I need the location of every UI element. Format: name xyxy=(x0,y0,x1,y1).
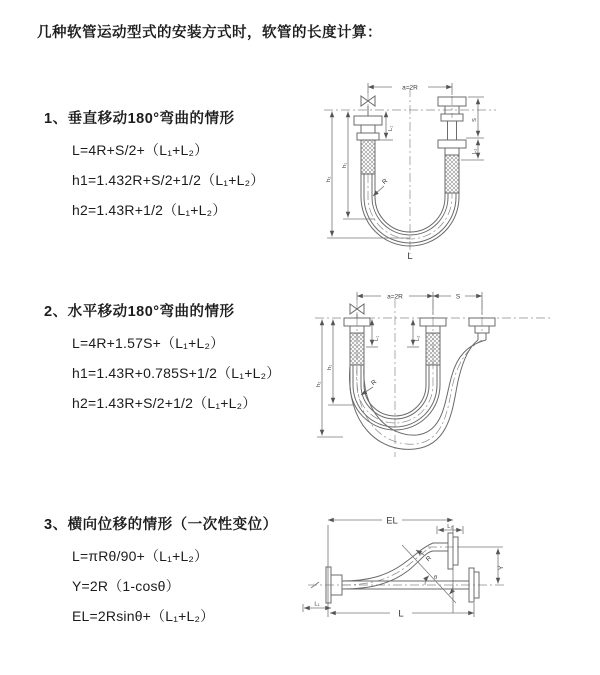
dim-label-h1: h₁ xyxy=(342,162,348,168)
flange-fitting xyxy=(354,116,382,125)
section-3-formulas xyxy=(72,541,278,631)
dim-label-l2: L₂ xyxy=(472,148,478,154)
dim-label-h2: h₂ xyxy=(326,176,332,182)
formula-L: L=πRθ/90+（L₁+L₂） xyxy=(72,548,209,564)
braided-hose-section xyxy=(361,140,375,174)
dim-label-theta: θ xyxy=(434,575,438,581)
dim-label-s: S xyxy=(455,293,461,301)
pipe-segment xyxy=(478,333,486,340)
dim-label-a2r: a=2R xyxy=(387,293,403,301)
diagram-vertical-180-bend xyxy=(300,70,590,265)
braided-hose-section xyxy=(426,333,440,365)
section-2-formulas xyxy=(72,328,280,418)
section-3-heading: 3、横向位移的情形（一次性变位） xyxy=(44,517,278,533)
formula-EL: EL=2Rsinθ+（L₁+L₂） xyxy=(72,608,215,624)
dim-label-r: R xyxy=(424,554,434,564)
flange-fitting xyxy=(361,125,375,133)
dim-label-h2: h₂ xyxy=(316,381,322,387)
dim-label-s: S xyxy=(472,118,478,122)
section-vertical-movement xyxy=(44,108,264,225)
dimensions xyxy=(303,516,505,620)
centerlines xyxy=(324,88,496,254)
dim-label-l1: L₁ xyxy=(388,125,394,131)
flange-fitting xyxy=(357,133,379,140)
centerlines xyxy=(315,299,553,457)
centerlines xyxy=(308,547,505,588)
formula-h2: h2=1.43R+S/2+1/2（L₁+L₂） xyxy=(72,395,257,411)
dim-label-y: Y xyxy=(498,565,505,570)
formula-h1: h1=1.432R+S/2+1/2（L₁+L₂） xyxy=(72,172,265,188)
diagram-lateral-displacement xyxy=(290,505,600,655)
dim-label-l1: L₁ xyxy=(374,335,380,341)
section-2-heading: 2、水平移动180°弯曲的情形 xyxy=(44,304,235,320)
dim-label-r: R xyxy=(369,378,379,388)
section-lateral-displacement xyxy=(44,514,278,631)
hose-s-curve-displaced xyxy=(342,543,433,589)
flange-fitting xyxy=(445,148,459,155)
dim-label-el: EL xyxy=(386,515,398,527)
section-horizontal-movement xyxy=(44,301,280,418)
flange-fitting xyxy=(448,533,453,569)
flange-fitting xyxy=(438,140,466,148)
diagram-horizontal-180-bend xyxy=(295,285,600,467)
dim-label-l-total: L xyxy=(407,251,413,262)
pipe-segment xyxy=(448,121,457,140)
braided-hose-section xyxy=(350,333,364,365)
piping xyxy=(326,533,479,603)
hose-u-bend-displaced xyxy=(350,340,486,449)
dim-label-l2: L₂ xyxy=(447,524,453,530)
flange-fitting xyxy=(453,537,458,565)
formula-L: L=4R+S/2+（L₁+L₂） xyxy=(72,142,209,158)
dim-label-l-total: L xyxy=(398,608,404,620)
piping xyxy=(344,304,495,449)
dim-label-l1: L₁ xyxy=(314,601,320,608)
formula-Y: Y=2R（1-cosθ） xyxy=(72,578,180,594)
dim-label-h1: h₁ xyxy=(327,364,333,370)
dim-label-l2: L₂ xyxy=(415,335,421,341)
dim-label-r: R xyxy=(380,177,390,187)
braided-hose-section xyxy=(445,155,459,193)
section-1-formulas xyxy=(72,135,264,225)
formula-L: L=4R+1.57S+（L₁+L₂） xyxy=(72,335,225,351)
dim-label-a2r: a=2R xyxy=(402,84,418,92)
formula-h2: h2=1.43R+1/2（L₁+L₂） xyxy=(72,202,227,218)
section-1-heading: 1、垂直移动180°弯曲的情形 xyxy=(44,111,235,127)
formula-h1: h1=1.43R+0.785S+1/2（L₁+L₂） xyxy=(72,365,281,381)
page-title: 几种软管运动型式的安装方式时，软管的长度计算： xyxy=(37,25,382,41)
